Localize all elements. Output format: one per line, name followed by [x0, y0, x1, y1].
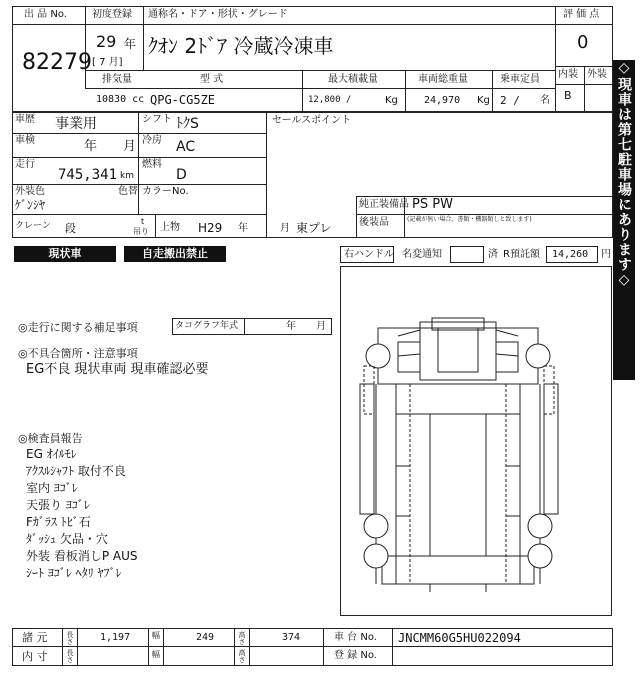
model-label: 通称名・ドア・形状・グレード: [148, 9, 288, 20]
as-is-badge: 現状車: [14, 246, 116, 262]
rating-label: 評 価 点: [563, 9, 600, 20]
rating-value: 0: [577, 32, 589, 53]
recycle-unit: 円: [601, 249, 611, 260]
tacho-label: タコグラフ年式: [175, 321, 239, 331]
color-change-label: 色替: [118, 186, 138, 197]
inner-dim-label: 内 寸: [22, 650, 48, 663]
type-label: 型 式: [200, 74, 224, 85]
interior-grade: B: [564, 89, 572, 102]
shift-label: シフト: [142, 114, 172, 125]
ac-value: AC: [176, 139, 196, 155]
crane-ton: t: [141, 217, 145, 226]
model-name: ｸｵﾝ 2ﾄﾞｱ 冷蔵冷凍車: [148, 34, 334, 58]
width-value: 249: [196, 632, 215, 643]
inner-height-label: 高さ: [238, 649, 246, 663]
inspector-line: 外装 看板消しP AUS: [26, 549, 138, 563]
inspector-list: [26, 446, 137, 582]
wheel-rear-left-1: [364, 514, 388, 538]
history-label: 車歴: [15, 114, 35, 125]
wheel-front-left: [366, 344, 390, 368]
body-label: 上物: [160, 222, 180, 233]
first-reg-year-unit: 年: [124, 37, 137, 51]
ext-color-value: ｹﾞﾝｼﾔ: [15, 198, 46, 212]
tacho-value: 年 月: [286, 321, 326, 332]
body-year-unit: 年: [238, 223, 248, 234]
first-reg-year: 29: [96, 32, 117, 51]
inner-width-label: 幅: [152, 650, 160, 659]
lot-no-label: 出 品 No.: [24, 9, 67, 20]
ext-color-label: 外装色: [15, 186, 45, 197]
capacity-unit: 名: [540, 95, 550, 106]
max-load-label: 最大積載量: [328, 74, 378, 85]
chassis-value: JNCMM60G5HU022094: [398, 631, 521, 645]
oem-equipment-value: PS PW: [412, 197, 453, 212]
parking-location-text: ◇現車は第七駐車場にあります◇: [616, 60, 632, 289]
length-value: 1,197: [100, 632, 131, 643]
name-change-box: [450, 246, 484, 263]
inspector-line: Fｶﾞﾗｽ ﾄﾋﾞ石: [26, 515, 91, 529]
type-value: QPG-CG5ZE: [150, 93, 216, 107]
first-reg-month: [ 7 月]: [92, 57, 123, 68]
wheel-rear-right-2: [528, 544, 552, 568]
inspection-label: 車検: [15, 135, 35, 146]
mileage-unit: km: [120, 171, 134, 181]
dimensions-label: 諸 元: [22, 631, 48, 644]
max-load-value: 12,800 /: [308, 95, 352, 105]
shift-value: ﾄｸS: [176, 116, 199, 132]
color-no-label: カラーNo.: [142, 186, 189, 197]
no-self-drive-badge: 自走搬出禁止: [124, 246, 226, 262]
lot-number: 82279: [22, 50, 92, 75]
inspector-line: EG ｵｲﾙﾓﾚ: [26, 447, 77, 461]
recycle-label: 済: [488, 249, 498, 260]
oem-equipment-label: 純正装備品: [359, 199, 409, 210]
inspector-line: ｼｰﾄ ﾖｺﾞﾚ ﾍﾀﾘ ﾔﾌﾞﾚ: [26, 566, 122, 580]
capacity-label: 乗車定員: [500, 74, 540, 85]
history-value: 事業用: [55, 116, 97, 132]
length-label: 長さ: [66, 631, 74, 645]
inspector-line: 天張り ﾖｺﾞﾚ: [26, 498, 90, 512]
inspector-line: 室内 ﾖｺﾞﾚ: [26, 481, 78, 495]
defect-label: ◎不具合箇所・注意事項: [18, 347, 138, 360]
aftermarket-label: 後装品: [359, 217, 389, 228]
parking-location-banner: [613, 60, 635, 380]
defect-text: EG不良 現状車両 現車確認必要: [26, 362, 209, 377]
wheel-front-right: [526, 344, 550, 368]
fuel-value: D: [176, 167, 187, 183]
displacement-value: 10830 cc: [96, 94, 145, 105]
max-load-unit: Kg: [385, 95, 398, 106]
sales-point-label: セールスポイント: [272, 115, 352, 126]
width-label: 幅: [152, 631, 160, 640]
displacement-label: 排気量: [102, 74, 132, 85]
body-maker: 東プレ: [296, 221, 332, 235]
height-value: 374: [282, 632, 301, 643]
inner-length-label: 長さ: [66, 649, 74, 663]
driving-notes-label: ◎走行に関する補足事項: [18, 321, 138, 334]
steering-value: 右ハンドル: [344, 249, 394, 260]
inspector-label: ◎検査員報告: [18, 432, 83, 445]
exterior-label: 外装: [587, 69, 607, 80]
name-change-label: 名変通知: [402, 249, 442, 260]
crane-lift: 吊り: [133, 227, 149, 236]
reg-no-label: 登 録 No.: [334, 650, 377, 661]
body-month-unit: 月: [280, 223, 290, 234]
gross-weight-unit: Kg: [477, 95, 490, 106]
capacity-value: 2 /: [500, 94, 520, 107]
crane-stage: 段: [65, 222, 76, 235]
recycle-deposit-label: R預託額: [503, 249, 540, 260]
ac-label: 冷房: [142, 135, 162, 146]
mileage-value: 745,341: [58, 167, 118, 183]
wheel-rear-right-1: [528, 514, 552, 538]
chassis-label: 車 台 No.: [334, 632, 377, 643]
wheel-rear-left-2: [364, 544, 388, 568]
fuel-label: 燃料: [142, 159, 162, 170]
recycle-deposit-value: 14,260: [552, 249, 589, 260]
body-year: H29: [198, 221, 223, 235]
first-reg-label: 初度登録: [92, 9, 132, 20]
inspection-value: 年 月: [84, 139, 137, 154]
height-label: 高さ: [238, 631, 246, 645]
gross-weight-label: 車両総重量: [418, 74, 468, 85]
crane-label: クレーン: [15, 221, 51, 231]
interior-label: 内装: [558, 69, 578, 80]
gross-weight-value: 24,970: [424, 95, 461, 106]
inspector-line: ｱｸｽﾙｼｬﾌﾄ 取付不良: [26, 464, 126, 478]
mileage-label: 走行: [15, 159, 35, 170]
inspector-line: ﾀﾞｯｼｭ 欠品・穴: [26, 532, 108, 546]
aftermarket-note: (記載が無い場合、書類・機器類しと致します): [407, 216, 532, 223]
truck-diagram: [340, 266, 612, 616]
